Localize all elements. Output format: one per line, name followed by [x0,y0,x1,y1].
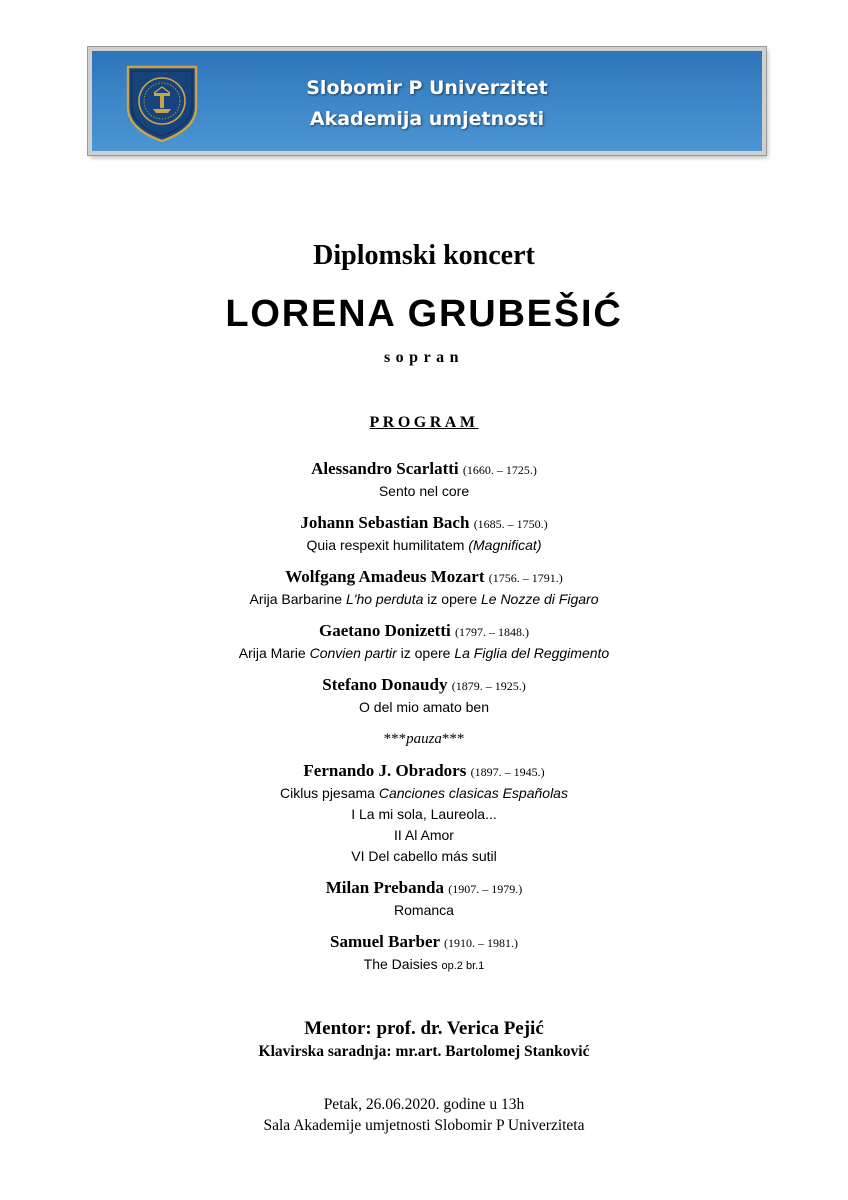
work-title: The Daisies op.2 br.1 [363,956,485,972]
program-item [0,877,848,921]
program-item [0,931,848,977]
work-title: Ciklus pjesama Canciones clasicas Españolas [280,785,568,801]
program-heading: PROGRAM [369,414,479,431]
concert-venue: Sala Akademije umjetnosti Slobomir P Univerziteta [263,1117,585,1134]
event-title: Diplomski koncert [313,240,535,271]
composer-name: Stefano Donaudy [322,675,448,694]
composer-name: Wolfgang Amadeus Mozart [285,567,485,586]
intermission: ***pauza*** [383,731,465,747]
program-item [0,512,848,556]
opus-number: op.2 br.1 [441,960,485,972]
composer-years: (1797. – 1848.) [454,625,529,639]
program-item [0,458,848,502]
work-title: Sento nel core [378,483,470,499]
work-title: Arija Marie Convien partir iz opere La Figlia del Reggimento [238,645,610,661]
university-name: Slobomir P Univerzitet [306,77,548,99]
composer-name: Johann Sebastian Bach [300,513,470,532]
header-titles [92,73,762,135]
composer-years: (1756. – 1791.) [488,571,563,585]
program-item [0,760,848,867]
composer-years: (1897. – 1945.) [470,765,545,779]
composer-name: Samuel Barber [330,932,440,951]
voice-type: sopran [383,349,465,366]
composer-years: (1907. – 1979.) [448,882,523,896]
composer-years: (1879. – 1925.) [451,679,526,693]
program-item [0,566,848,610]
concert-date: Petak, 26.06.2020. godine u 13h [323,1096,525,1113]
composer-name: Alessandro Scarlatti [311,459,459,478]
work-title: Romanca [394,902,454,918]
composer-years: (1660. – 1725.) [462,463,537,477]
composer-years: (1685. – 1750.) [473,517,548,531]
song-title: II Al Amor [394,827,454,843]
program-list [0,458,848,987]
academy-name: Akademija umjetnosti [309,108,545,130]
performer-name: LORENA GRUBEŠIĆ [225,293,623,335]
composer-name: Gaetano Donizetti [319,621,451,640]
header-banner [88,47,766,155]
work-title: Quia respexit humilitatem (Magnificat) [306,537,542,553]
song-title: I La mi sola, Laureola... [351,806,497,822]
program-item [0,674,848,718]
composer-name: Fernando J. Obradors [303,761,467,780]
piano-collaboration-line: Klavirska saradnja: mr.art. Bartolomej Stanković [258,1043,590,1060]
mentor-line: Mentor: prof. dr. Verica Pejić [304,1018,544,1039]
work-title: O del mio amato ben [359,699,489,715]
song-title: VI Del cabello más sutil [351,848,497,864]
work-title: Arija Barbarine L'ho perduta iz opere Le Nozze di Figaro [249,591,599,607]
composer-name: Milan Prebanda [325,878,444,897]
composer-years: (1910. – 1981.) [443,936,518,950]
program-item [0,620,848,664]
